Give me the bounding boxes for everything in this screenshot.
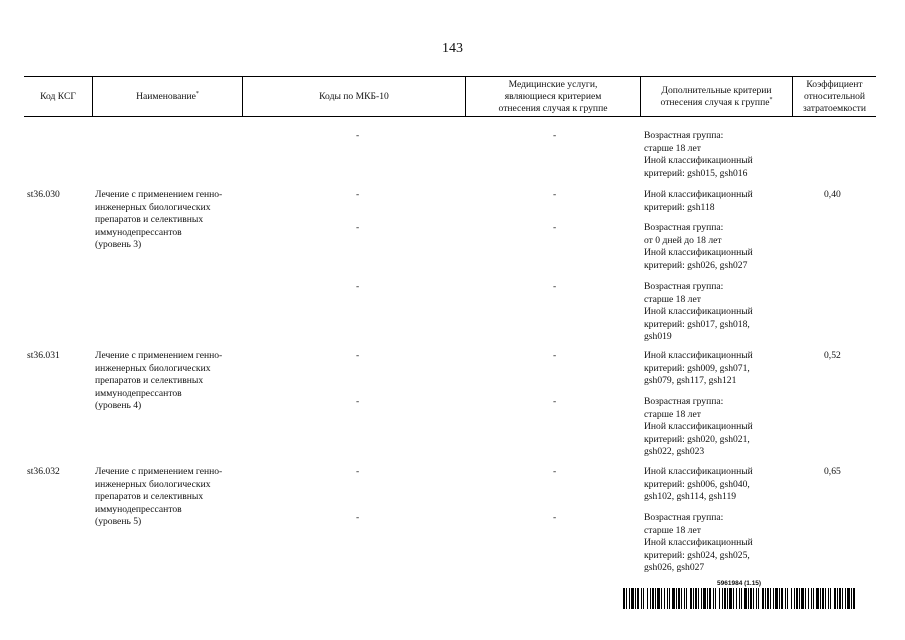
header-coefficient: Коэффициент относительной затратоемкости <box>802 78 867 114</box>
medical-service: - <box>553 130 557 141</box>
ksg-coefficient: 0,40 <box>824 189 841 200</box>
barcode-image <box>623 588 855 609</box>
ksg-name: Лечение с применением генно- инженерных биологических препаратов и селективных иммунодепрессантов (уровень 5) <box>95 466 223 528</box>
additional-criteria: Иной классификационный критерий: gsh009, gsh071, gsh079, gsh117, gsh121 <box>644 350 753 387</box>
ksg-name: Лечение с применением генно- инженерных биологических препаратов и селективных иммунодепрессантов (уровень 4) <box>95 350 223 412</box>
additional-criteria: Возрастная группа: старше 18 лет Иной классификационный критерий: gsh015, gsh016 <box>644 130 753 179</box>
header-criteria: Дополнительные критерии отнесения случая к группе* <box>660 84 773 108</box>
header-icd: Коды по МКБ-10 <box>319 90 389 102</box>
medical-service: - <box>553 466 557 477</box>
medical-service: - <box>553 350 557 361</box>
additional-criteria: Возрастная группа: старше 18 лет Иной классификационный критерий: gsh017, gsh018, gsh019 <box>644 281 753 343</box>
additional-criteria: Возрастная группа: от 0 дней до 18 лет Иной классификационный критерий: gsh026, gsh027 <box>644 222 753 271</box>
ksg-code: st36.031 <box>27 350 60 361</box>
medical-service: - <box>553 222 557 233</box>
icd-code: - <box>356 466 360 477</box>
icd-code: - <box>356 189 360 200</box>
additional-criteria: Иной классификационный критерий: gsh118 <box>644 189 753 213</box>
medical-service: - <box>553 189 557 200</box>
icd-code: - <box>356 512 360 523</box>
additional-criteria: Возрастная группа: старше 18 лет Иной классификационный критерий: gsh020, gsh021, gsh022, gsh023 <box>644 396 753 458</box>
header-bottom-rule <box>24 116 876 117</box>
header-code: Код КСГ <box>40 90 76 102</box>
icd-code: - <box>356 222 360 233</box>
additional-criteria: Иной классификационный критерий: gsh006, gsh040, gsh102, gsh114, gsh119 <box>644 466 753 503</box>
medical-service: - <box>553 512 557 523</box>
page-number: 143 <box>442 41 463 56</box>
icd-code: - <box>356 396 360 407</box>
medical-service: - <box>553 281 557 292</box>
header-name: Наименование* <box>136 90 199 102</box>
medical-service: - <box>553 396 557 407</box>
icd-code: - <box>356 130 360 141</box>
header-services: Медицинские услуги, являющиеся критерием отнесения случая к группе <box>498 78 608 114</box>
ksg-coefficient: 0,52 <box>824 350 841 361</box>
additional-criteria: Возрастная группа: старше 18 лет Иной классификационный критерий: gsh024, gsh025, gsh026, gsh027 <box>644 512 753 574</box>
icd-code: - <box>356 281 360 292</box>
ksg-coefficient: 0,65 <box>824 466 841 477</box>
barcode-label: 5961984 (1.15) <box>717 580 762 587</box>
ksg-code: st36.032 <box>27 466 60 477</box>
ksg-name: Лечение с применением генно- инженерных биологических препаратов и селективных иммунодепрессантов (уровень 3) <box>95 189 223 251</box>
icd-code: - <box>356 350 360 361</box>
ksg-code: st36.030 <box>27 189 60 200</box>
